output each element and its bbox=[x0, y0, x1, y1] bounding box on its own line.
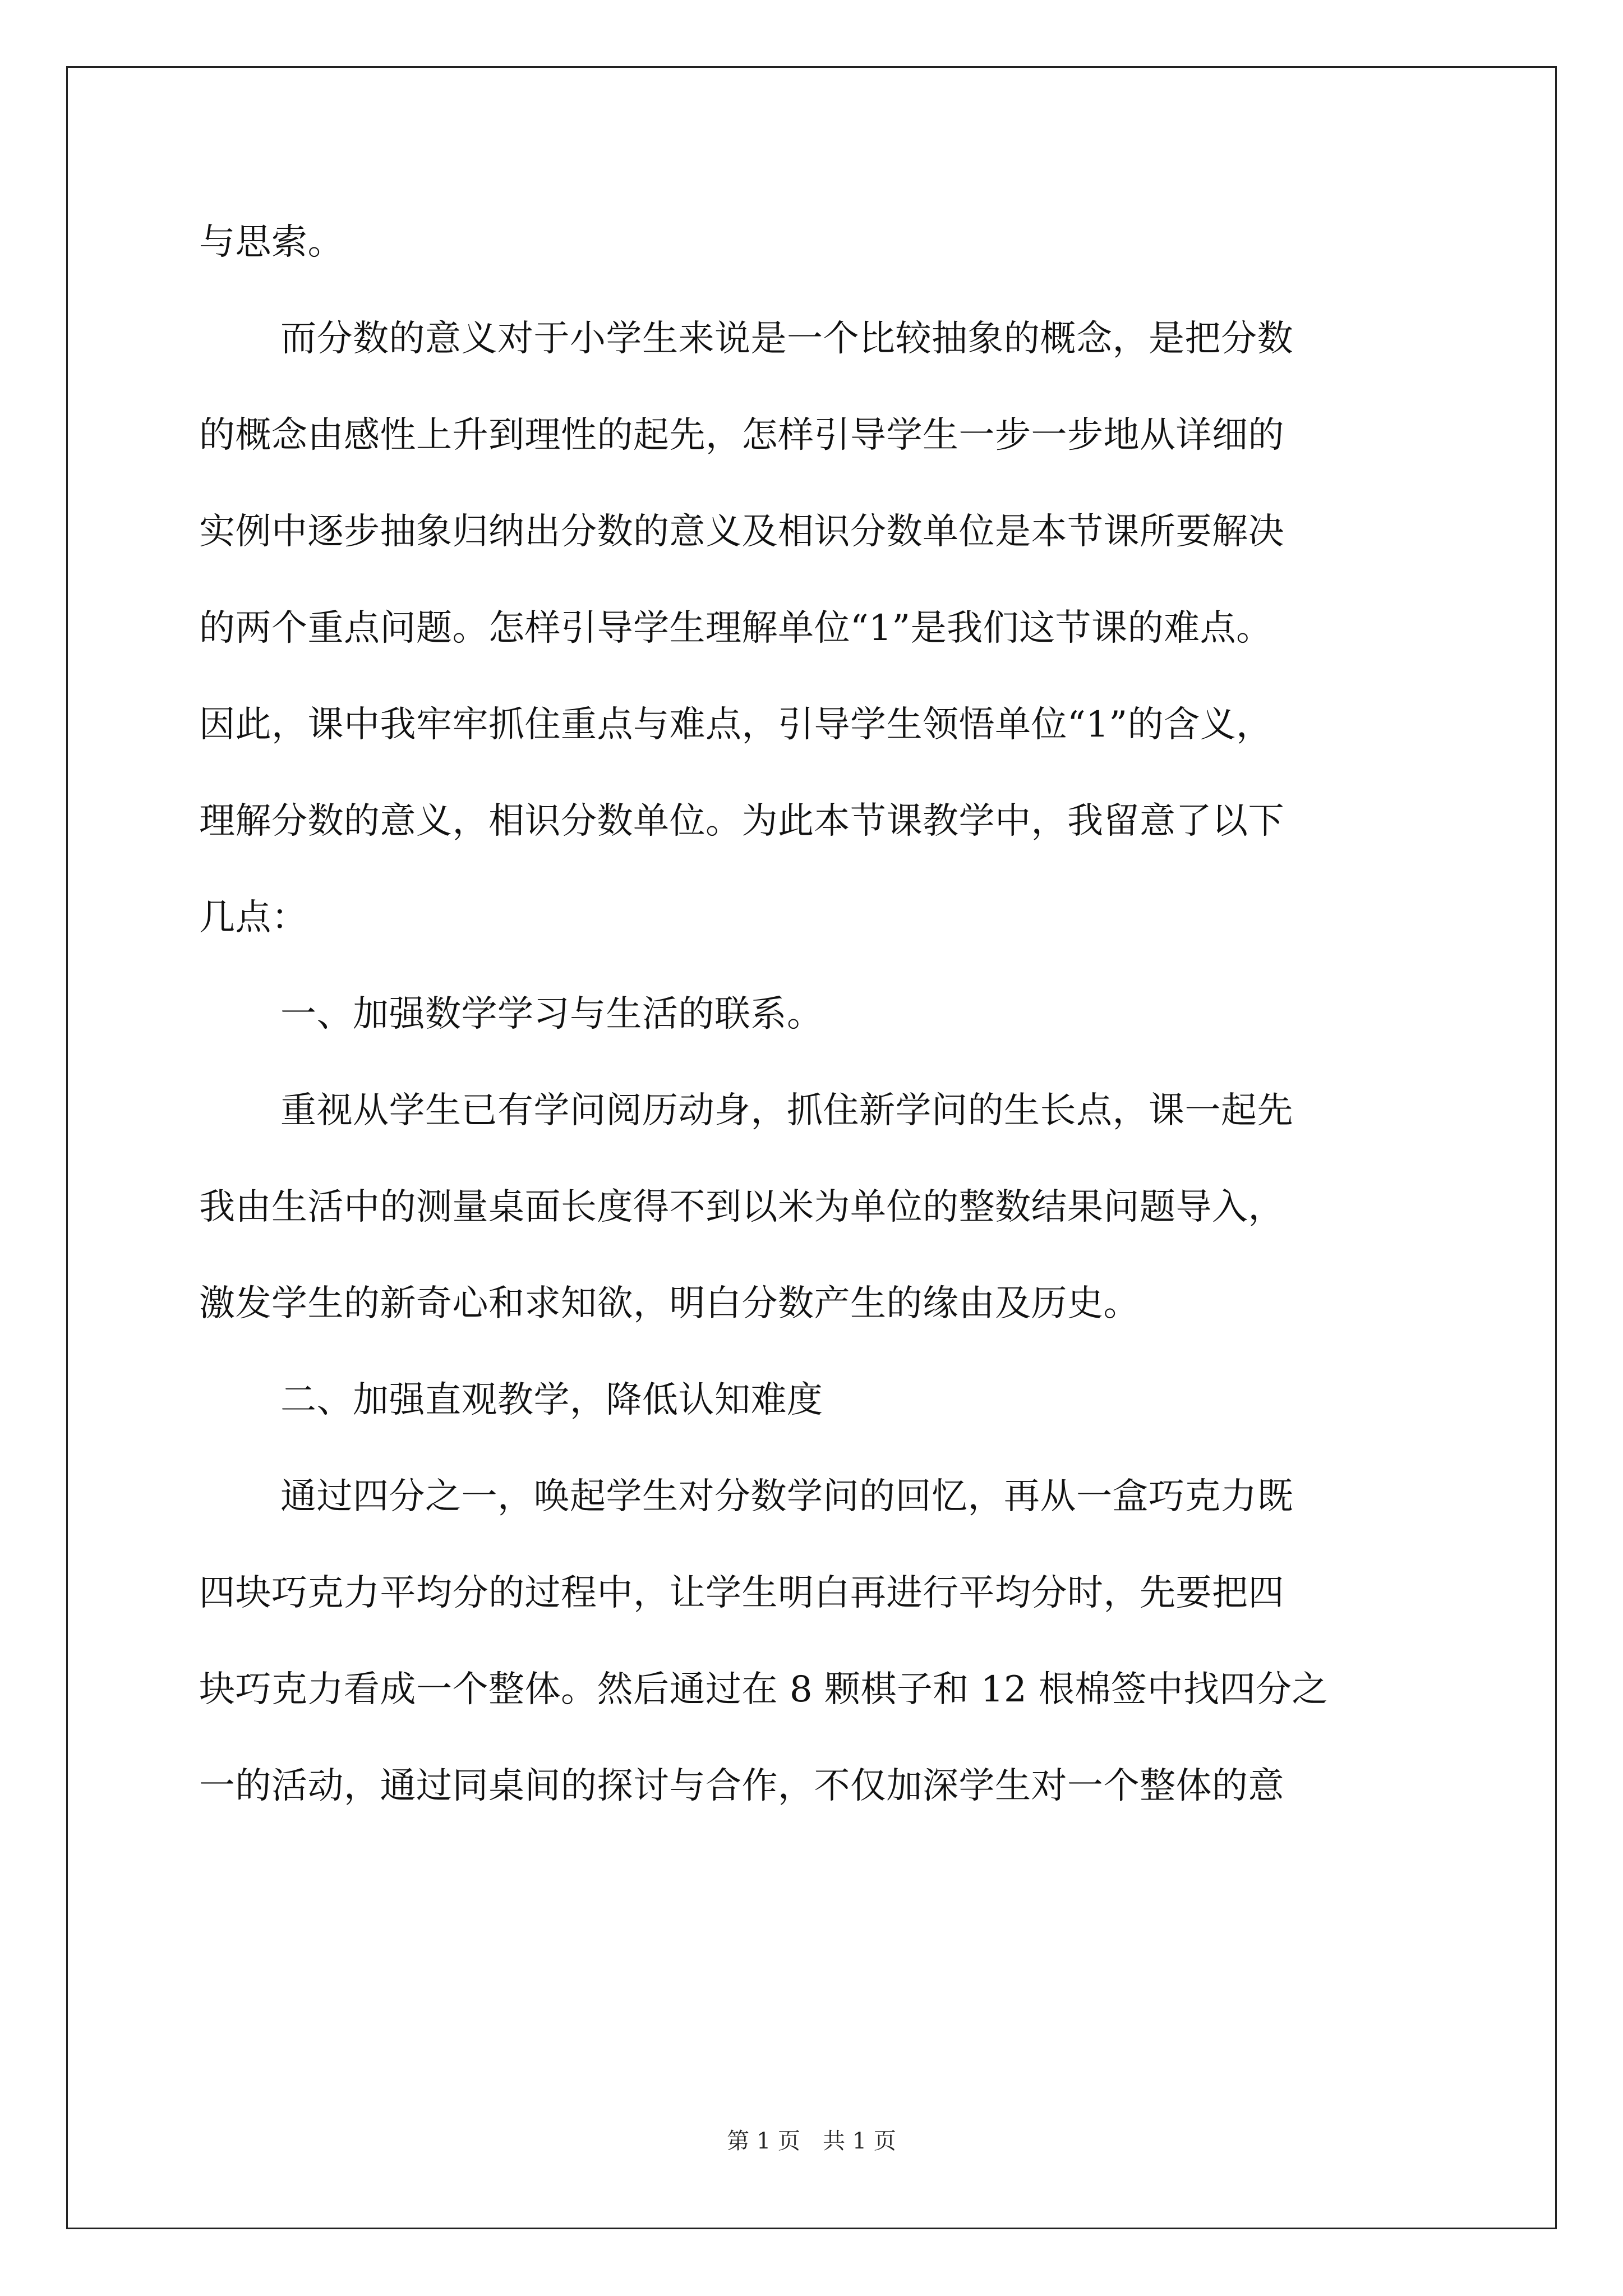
text-line: 实例中逐步抽象归纳出分数的意义及相识分数单位是本节课所要解决 bbox=[199, 511, 1284, 553]
text-line: 几点： bbox=[199, 897, 308, 938]
text-line: 通过四分之一，唤起学生对分数学问的回忆，再从一盒巧克力既 bbox=[280, 1476, 1293, 1517]
text-line: 激发学生的新奇心和求知欲，明白分数产生的缘由及历史。 bbox=[199, 1283, 1140, 1324]
text-line: 的两个重点问题。怎样引导学生理解单位“1”是我们这节课的难点。 bbox=[199, 608, 1272, 649]
text-line: 块巧克力看成一个整体。然后通过在 8 颗棋子和 12 根棉签中找四分之 bbox=[199, 1669, 1329, 1710]
document-body bbox=[199, 220, 1433, 1860]
section-heading: 一、加强数学学习与生活的联系。 bbox=[280, 993, 823, 1035]
text-line: 因此，课中我牢牢抓住重点与难点，引导学生领悟单位“1”的含义， bbox=[199, 704, 1272, 746]
section-heading: 二、加强直观教学，降低认知难度 bbox=[280, 1379, 823, 1421]
text-line: 我由生活中的测量桌面长度得不到以米为单位的整数结果问题导入， bbox=[199, 1186, 1284, 1228]
page-number-footer: 第 1 页 共 1 页 bbox=[727, 2128, 896, 2154]
text-line: 重视从学生已有学问阅历动身，抓住新学问的生长点，课一起先 bbox=[280, 1090, 1293, 1131]
text-line: 一的活动，通过同桌间的探讨与合作，不仅加深学生对一个整体的意 bbox=[199, 1765, 1284, 1807]
text-line: 的概念由感性上升到理性的起先，怎样引导学生一步一步地从详细的 bbox=[199, 415, 1284, 456]
text-line: 与思索。 bbox=[199, 222, 344, 263]
text-line: 而分数的意义对于小学生来说是一个比较抽象的概念，是把分数 bbox=[280, 318, 1293, 360]
text-line: 四块巧克力平均分的过程中，让学生明白再进行平均分时，先要把四 bbox=[199, 1572, 1284, 1614]
text-line: 理解分数的意义，相识分数单位。为此本节课教学中，我留意了以下 bbox=[199, 800, 1284, 842]
